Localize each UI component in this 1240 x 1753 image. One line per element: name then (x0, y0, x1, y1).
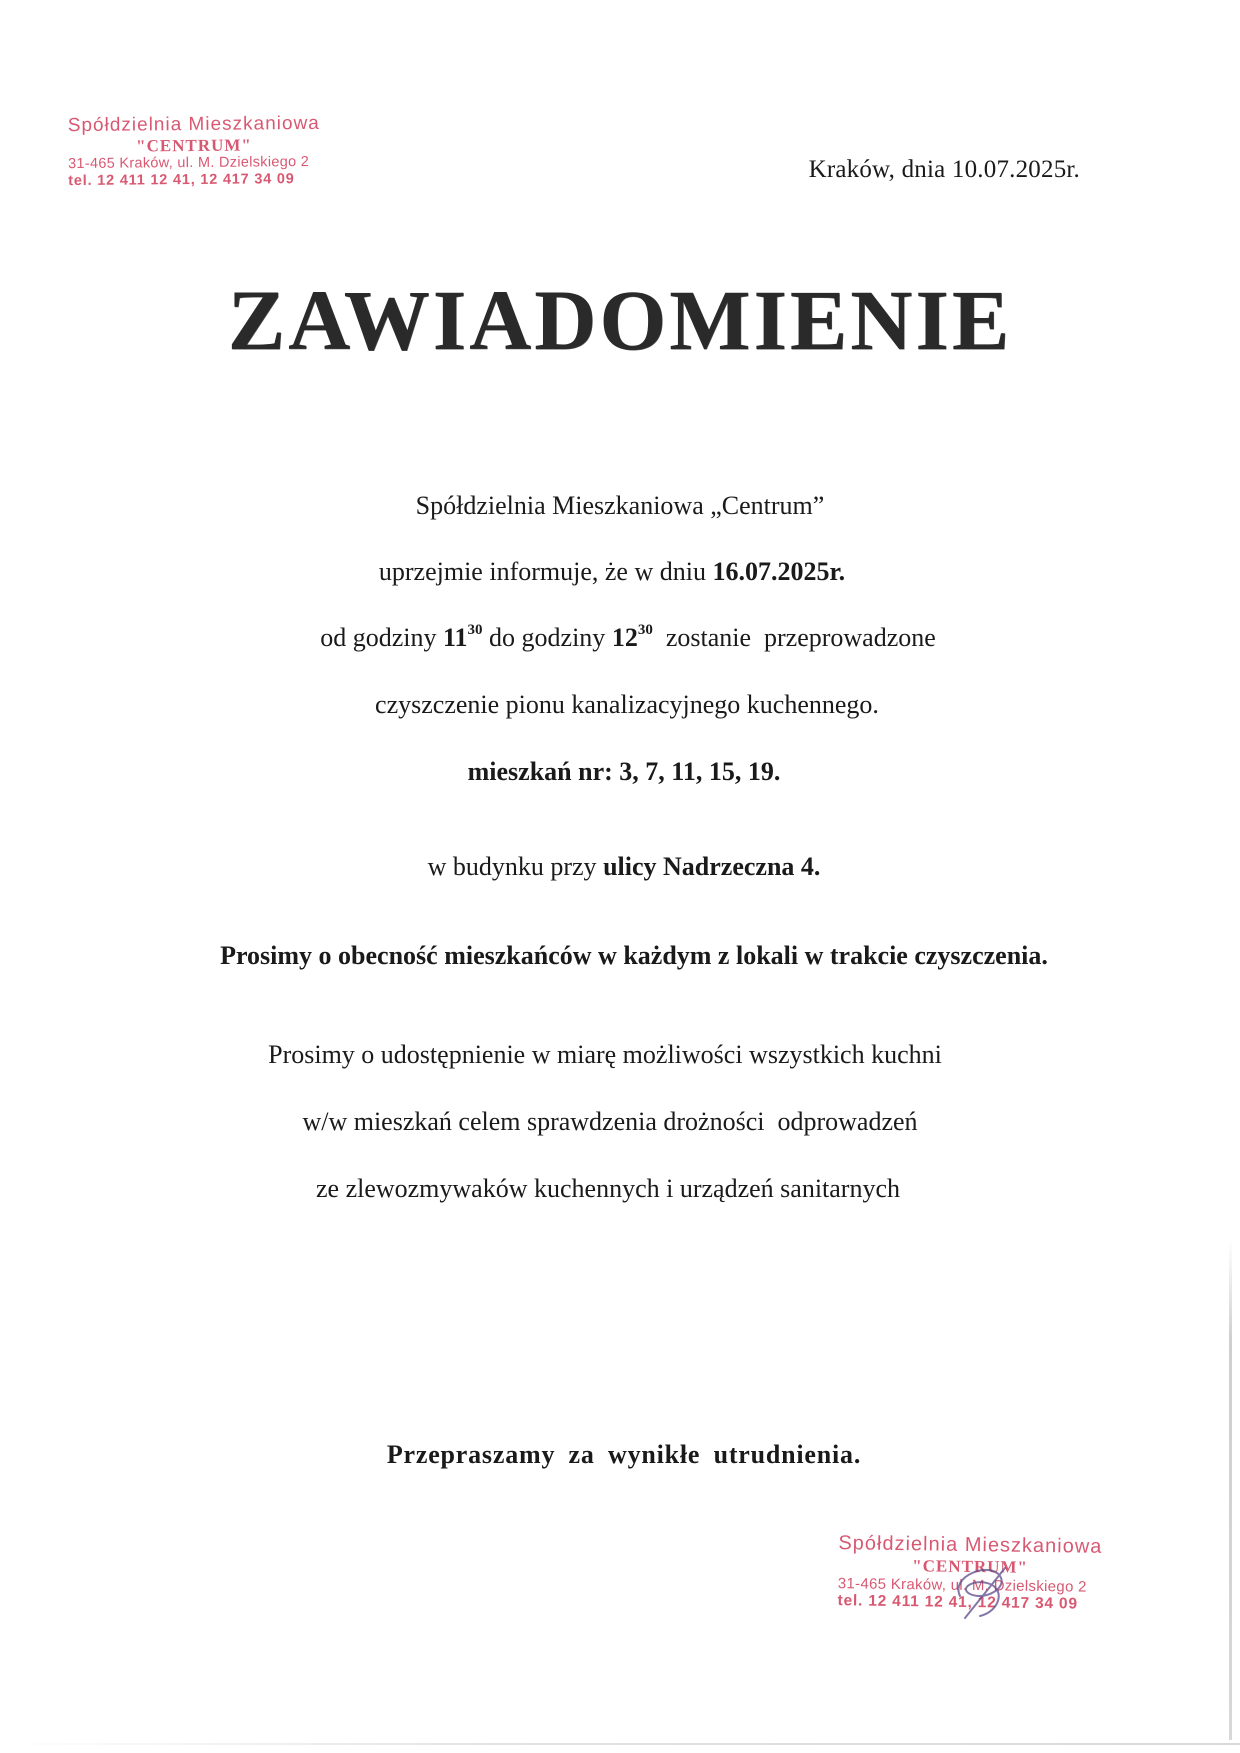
cleaning-line: czyszczenie pionu kanalizacyjnego kuchennego. (375, 690, 879, 719)
inform-text: uprzejmie informuje, że w dniu (378, 557, 706, 586)
access-line-3: ze zlewozmywaków kuchennych i urządzeń sanitarnych (315, 1174, 901, 1203)
access-line-1: Prosimy o udostępnienie w miarę możliwości wszystkich kuchni (268, 1040, 942, 1069)
stamp-address: 31-465 Kraków, ul. M. Dzielskiego 2 (68, 154, 310, 173)
access-line-2: w/w mieszkań celem sprawdzenia drożności odprowadzeń (302, 1107, 918, 1136)
building-prefix: w budynku przy (427, 852, 597, 881)
scan-edge-right (1229, 1240, 1232, 1740)
scan-edge-bottom (0, 1743, 1240, 1745)
stamp-org-short: "CENTRUM" (912, 1556, 1029, 1577)
stamp-org-name: Spółdzielnia Mieszkaniowa (838, 1532, 1103, 1558)
action-text: zostanie przeprowadzone (665, 623, 936, 652)
org-line: Spółdzielnia Mieszkaniowa „Centrum” (415, 491, 825, 520)
to-minutes: 30 (637, 622, 653, 638)
from-text: od godziny (320, 623, 437, 652)
date-line (809, 156, 1080, 184)
time-line (8, 623, 1240, 653)
building-line (4, 852, 1240, 882)
inform-date: 16.07.2025r. (712, 557, 846, 586)
apartments-line: mieszkań nr: 3, 7, 11, 15, 19. (467, 757, 781, 786)
to-hour: 12 (611, 623, 638, 652)
to-text: do godziny (489, 623, 606, 652)
date-prefix: Kraków, dnia (808, 156, 946, 183)
from-minutes: 30 (467, 622, 483, 638)
stamp-org-name: Spółdzielnia Mieszkaniowa (67, 112, 320, 137)
presence-line: Prosimy o obecność mieszkańców w każdym z lokali w trakcie czyszczenia. (220, 941, 1048, 970)
apology-line: Przepraszamy za wynikłe utrudnienia. (386, 1440, 862, 1469)
page-title: ZAWIADOMIENIE (227, 272, 1013, 368)
cooperative-stamp-top (68, 113, 321, 190)
date-value: 10.07.2025r. (951, 156, 1080, 183)
handwritten-signature (930, 1556, 1030, 1626)
inform-line (0, 557, 1232, 587)
building-street: ulicy Nadrzeczna 4. (603, 852, 821, 881)
stamp-address: 31-465 Kraków, ul. M. Dzielskiego 2 (837, 1574, 1087, 1596)
from-hour: 11 (442, 623, 468, 652)
stamp-phone: tel. 12 411 12 41, 12 417 34 09 (837, 1591, 1078, 1613)
stamp-org-short: "CENTRUM" (136, 135, 252, 156)
stamp-phone: tel. 12 411 12 41, 12 417 34 09 (68, 171, 295, 190)
